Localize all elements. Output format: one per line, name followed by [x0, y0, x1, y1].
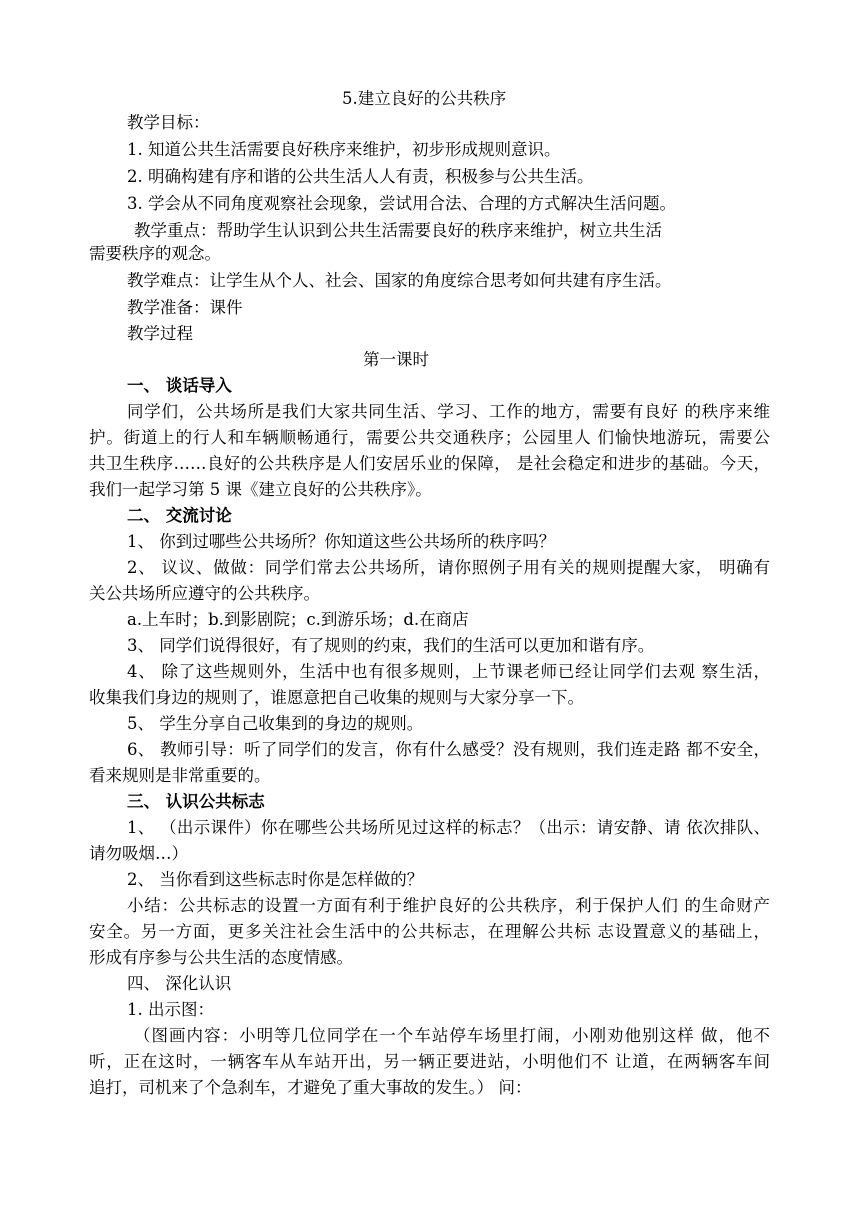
list-item-continuation: 请勿吸烟…）	[89, 844, 188, 863]
summary-line: 安全。另一方面，更多关注社会生活中的公共标志，在理解公共标 志设置意义的基础上，	[89, 922, 770, 941]
process-label: 教学过程	[127, 324, 193, 343]
options-line: a.上车时；b.到影剧院；c.到游乐场；d.在商店	[127, 610, 469, 629]
paragraph-line: 听，正在这时，一辆客车从车站开出，另一辆正要进站，小明他们不 让道，在两辆客车间	[89, 1052, 770, 1071]
section-heading-1: 一、 谈话导入	[127, 376, 232, 395]
difficulty-line: 教学难点：让学生从个人、社会、国家的角度综合思考如何共建有序生活。	[127, 271, 672, 290]
summary-line: 小结：公共标志的设置一方面有利于维护良好的公共秩序，利于保护人们 的生命财产	[127, 896, 770, 915]
goal-item: 2. 明确构建有序和谐的公共生活人人有责，积极参与公共生活。	[127, 167, 594, 186]
list-item-continuation: 收集我们身边的规则了，谁愿意把自己收集的规则与大家分享一下。	[89, 688, 584, 707]
section-heading-4: 四、 深化认识	[127, 974, 232, 993]
paragraph-line: 护。街道上的行人和车辆顺畅通行，需要公共交通秩序；公园里人 们愉快地游玩，需要公	[89, 428, 770, 447]
section-heading-2: 二、 交流讨论	[127, 506, 232, 525]
summary-line: 形成有序参与公共生活的态度情感。	[89, 948, 353, 967]
key-point-line: 教学重点：帮助学生认识到公共生活需要良好的秩序来维护，树立共生活	[134, 221, 662, 240]
list-item-continuation: 看来规则是非常重要的。	[89, 766, 271, 785]
list-item: 6、 教师引导：听了同学们的发言，你有什么感受？没有规则，我们连走路 都不安全，	[127, 740, 770, 759]
list-item: 1、 你到过哪些公共场所？你知道这些公共场所的秩序吗？	[127, 532, 556, 551]
list-item: 5、 学生分享自己收集到的身边的规则。	[127, 714, 424, 733]
lesson-label: 第一课时	[363, 350, 429, 369]
preparation-line: 教学准备：课件	[127, 298, 243, 317]
list-item: 3、 同学们说得很好，有了规则的约束，我们的生活可以更加和谐有序。	[127, 636, 655, 655]
key-point-line: 需要秩序的观念。	[89, 244, 221, 263]
paragraph-line: 同学们，公共场所是我们大家共同生活、学习、工作的地方，需要有良好 的秩序来维	[127, 402, 770, 421]
paragraph-line: 共卫生秩序……良好的公共秩序是人们安居乐业的保障， 是社会稳定和进步的基础。今天，	[89, 454, 770, 473]
list-item: 1、 （出示课件）你在哪些公共场所见过这样的标志？（出示：请安静、请 依次排队、	[127, 818, 770, 837]
list-item: 2、 议议、做做：同学们常去公共场所，请你照例子用有关的规则提醒大家， 明确有	[127, 558, 770, 577]
list-item: 4、 除了这些规则外，生活中也有很多规则，上节课老师已经让同学们去观 察生活，	[127, 662, 770, 681]
goal-item: 1. 知道公共生活需要良好秩序来维护，初步形成规则意识。	[127, 140, 561, 159]
goal-item: 3. 学会从不同角度观察社会现象，尝试用合法、合理的方式解决生活问题。	[127, 194, 676, 213]
list-item: 2、 当你看到这些标志时你是怎样做的？	[127, 870, 424, 889]
document-title: 5.建立良好的公共秩序	[342, 89, 507, 108]
section-heading-3: 三、 认识公共标志	[127, 792, 265, 811]
paragraph-line: 我们一起学习第 5 课《建立良好的公共秩序》。	[89, 480, 432, 499]
paragraph-line: （图画内容：小明等几位同学在一个车站停车场里打闹，小刚劝他别这样 做，他不	[134, 1026, 770, 1045]
paragraph-line: 追打，司机来了个急刹车，才避免了重大事故的发生。） 问：	[89, 1078, 532, 1097]
list-item-continuation: 关公共场所应遵守的公共秩序。	[89, 584, 320, 603]
goals-label: 教学目标：	[127, 113, 210, 132]
list-item: 1. 出示图：	[127, 1000, 214, 1019]
